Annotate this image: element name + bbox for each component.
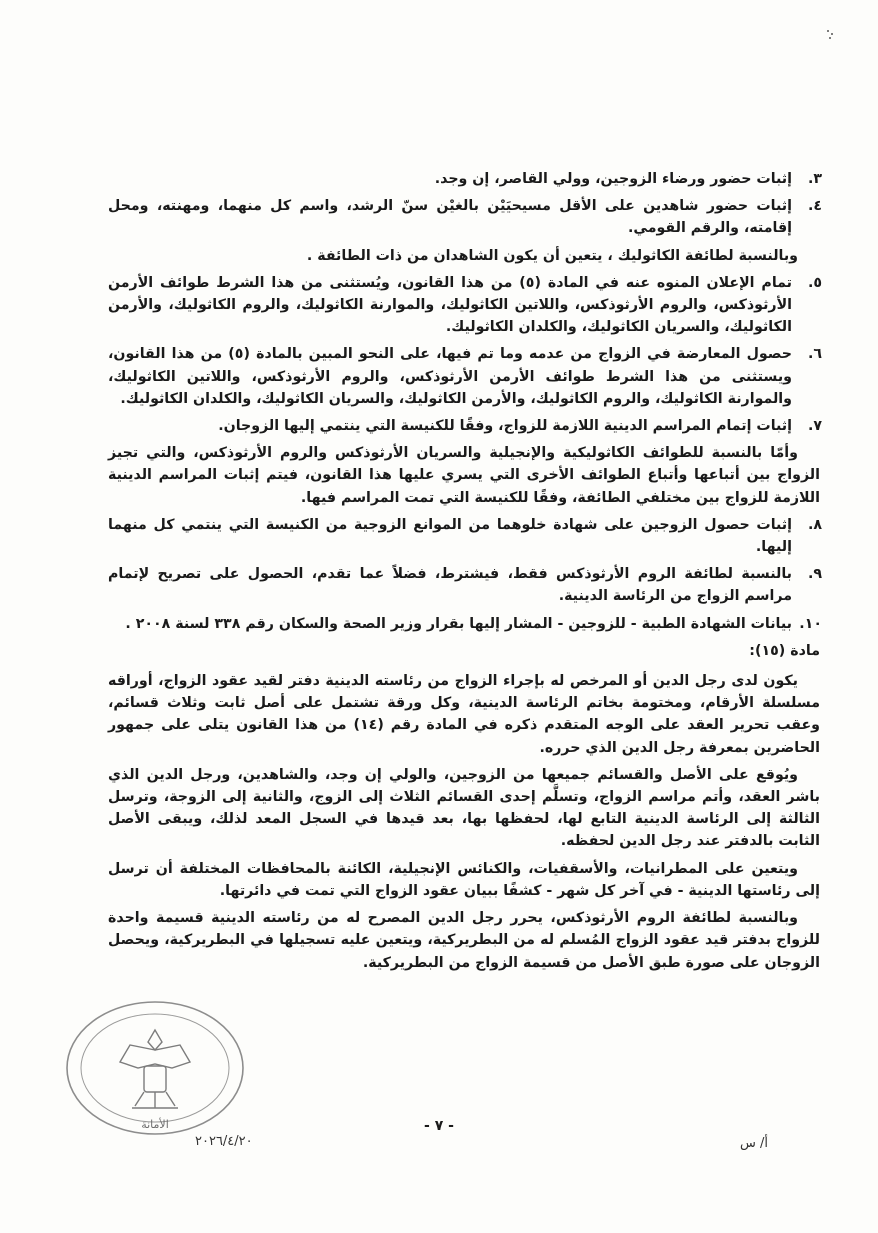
item-text: بالنسبة لطائفة الروم الأرثوذكس فقط، فيشترط، فضلاً عما تقدم، الحصول على تصريح لإتمام مراسم الزواج من الرئاسة الدينية. <box>108 566 792 605</box>
item-text: إثبات حصول الزوجين على شهادة خلوهما من الموانع الزوجية من الكنيسة التي ينتمي كل منهما إليها. <box>108 516 792 556</box>
item-text: إثبات إتمام المراسم الدينية اللازمة للزواج، وفقًا للكنيسة التي ينتمي إليها الزوجان. <box>218 418 792 435</box>
interdenominational-paragraph: وأمّا بالنسبة للطوائف الكاثوليكية والإنجيلية والسريان الأرثوذكس والروم الأرثوذكس، والتي تجيز الزواج بين أتباعها وأتباع الطوائف الأخرى التي يسري عليها هذا القانون، فيتم إثبات المراسم الدينية اللازمة للزواج بين مختلفي الطائفة، وفقًا للكنيسة التي تمت المراسم فيها. <box>108 445 820 506</box>
article-paragraph: وبالنسبة لطائفة الروم الأرثوذكس، يحرر رجل الدين المصرح له من رئاسته الدينية قسيمة واحدة للزواج بدفتر قيد عقود الزواج المُسلم له من البطريركية، ويتعين عليه تسجيلها في البطريركية، ويحصل الزوجان على صورة طبق الأصل من قسيمة الزواج من البطريركية. <box>108 910 820 971</box>
item-text: تمام الإعلان المنوه عنه في المادة (٥) من هذا القانون، ويُستثنى من هذا الشرط طوائف الأرمن الأرثوذكس، والروم الأرثوذكس، واللاتين الكاثوليك، والموارنة الكاثوليك، والروم الكاثوليك، والأرمن الكاثوليك، والسريان الكاثوليك، والكلدان الكاثوليك. <box>108 274 792 336</box>
list-item <box>108 272 820 339</box>
list-item <box>108 195 820 239</box>
item-number: ٦. <box>807 346 822 363</box>
list-item <box>108 613 820 635</box>
item-number: ٧. <box>807 418 822 435</box>
catholic-witness-paragraph: وبالنسبة لطائفة الكاثوليك ، يتعين أن يكون الشاهدان من ذات الطائفة . <box>306 247 798 264</box>
page-number: - ٧ - <box>424 1118 454 1134</box>
list-item <box>108 168 820 190</box>
list-item <box>108 563 820 607</box>
list-item <box>108 343 820 410</box>
footer-initials: أ/ س <box>740 1136 768 1151</box>
document-body <box>108 168 820 979</box>
article-paragraph: ويتعين على المطرانيات، والأسقفيات، والكنائس الإنجيلية، الكائنة بالمحافظات المختلفة أن ترسل إلى رئاستها الدينية - في آخر كل شهر - كشفًا ببيان عقود الزواج التي تمت في دائرتها. <box>108 860 820 899</box>
footer-date: ٢٠٢٦/٤/٢٠ <box>195 1134 253 1149</box>
item-number: ٨. <box>807 516 822 533</box>
item-text: إثبات حضور ورضاء الزوجين، وولي القاصر، إن وجد. <box>434 171 792 187</box>
item-text: إثبات حضور شاهدين على الأقل مسيحيَيْن بالغيْن سنّ الرشد، واسم كل منهما، ومهنته، ومحل إقامته، والرقم القومي. <box>108 198 792 237</box>
item-number: ٩. <box>807 566 822 583</box>
article-paragraph: يكون لدى رجل الدين أو المرخص له بإجراء الزواج من رئاسته الدينية دفتر لقيد عقود الزواج، أوراقه مسلسلة الأرقام، ومختومة بخاتم الرئاسة الدينية، وكل ورقة تشتمل على أصل ثابت وثلاث قسائم، وعقب تحرير العقد على الوجه المتقدم ذكره في المادة رقم (١٤) من هذا القانون يتلى على جمهور الحاضرين بمعرفة رجل الدين الذي حرره. <box>108 673 820 756</box>
item-number: ٤. <box>807 198 822 215</box>
eagle-emblem-icon <box>120 1030 190 1108</box>
item-text: حصول المعارضة في الزواج من عدمه وما تم فيها، على النحو المبين بالمادة (٥) من هذا القانون، ويستثنى من هذا الشرط طوائف الأرمن الأرثوذكس، والروم الأرثوذكس، واللاتين الكاثوليك، والموارنة الكاثوليك، والروم الكاثوليك، والأرمن الكاثوليك، والسريان الكاثوليك، والكلدان الكاثوليك. <box>108 346 792 407</box>
item-number: ٥. <box>807 274 822 291</box>
item-number: ٣. <box>807 171 822 187</box>
article-heading: مادة (١٥): <box>749 642 820 659</box>
list-item <box>108 514 820 558</box>
list-item <box>108 415 820 437</box>
article-paragraph: ويُوقع على الأصل والقسائم جميعها من الزوجين، والولي إن وجد، والشاهدين، ورجل الدين الذي باشر العقد، وأتم مراسم الزواج، وتسلَّم إحدى القسائم الثلاث إلى الزوج، والثانية إلى الزوجة، وترسل الثالثة إلى الرئاسة الدينية التابع لها، لحفظها بها، بعد قيدها في السجل المعد لذلك، ويبقى الأصل الثابت بالدفتر عند رجل الدين لحفظه. <box>108 766 820 850</box>
seal-label: الأمانة <box>141 1118 169 1131</box>
item-text: بيانات الشهادة الطبية - للزوجين - المشار إليها بقرار وزير الصحة والسكان رقم ٣٣٨ لسنة ٢٠٠٨ . <box>125 615 792 632</box>
corner-mark-icon <box>824 28 838 42</box>
item-number: ١٠. <box>799 615 822 632</box>
